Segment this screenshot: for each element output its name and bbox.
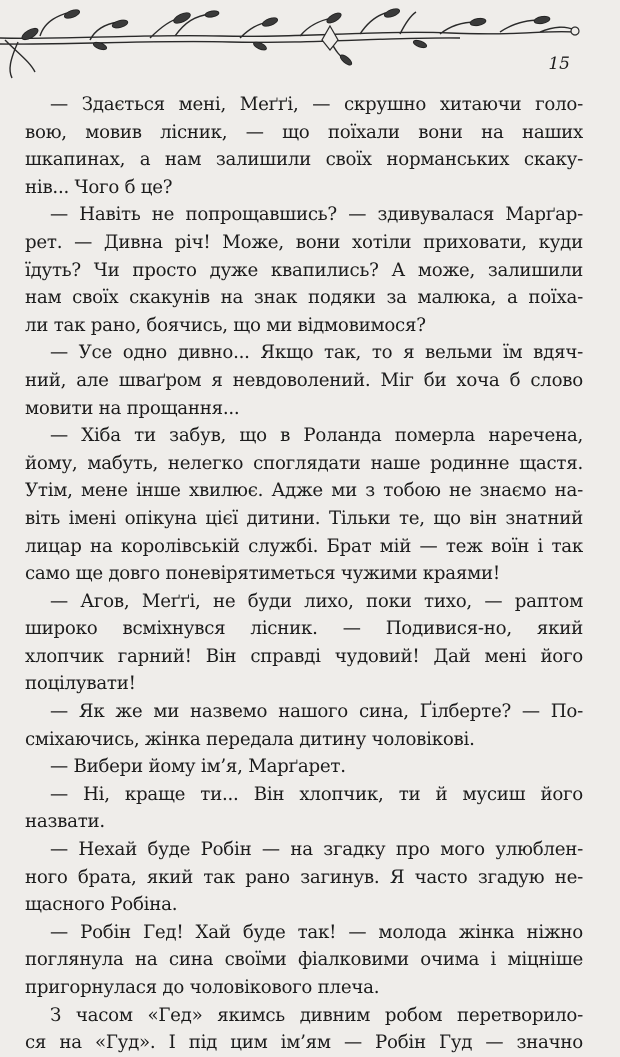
text-line: — Ні, краще ти... Він хлопчик, ти й мусиш його	[50, 783, 583, 805]
text-line: поглянула на сина своїми фіалковими очима і міцніше	[25, 949, 583, 971]
text-line: само ще довго поневірятиметься чужими краями!	[25, 563, 500, 585]
text-line: — Робін Гед! Хай буде так! — молода жінка ніжно	[50, 921, 583, 943]
text-line: вою, мовив лісник, — що поїхали вони на наших	[25, 121, 583, 143]
text-line: — Хіба ти забув, що в Роланда померла наречена,	[50, 425, 583, 447]
floral-header-ornament	[0, 0, 620, 80]
text-line: віть імені опікуна цієї дитини. Тільки те, що він знатний	[25, 507, 583, 529]
page-number: 15	[548, 54, 570, 74]
text-line: хлопчик гарний! Він справді чудовий! Дай мені його	[25, 645, 583, 667]
text-line: лицар на королівській службі. Брат мій — теж воїн і так	[25, 535, 583, 557]
text-line: щасного Робіна.	[25, 894, 178, 916]
text-line: ли так рано, боячись, що ми відмовимося?	[25, 314, 426, 336]
text-line: З часом «Гед» якимсь дивним робом перетворило-	[50, 1004, 583, 1026]
text-line: назвати.	[25, 811, 105, 833]
text-line: мовити на прощання...	[25, 397, 240, 419]
text-line: пригорнулася до чоловікового плеча.	[25, 977, 380, 998]
text-line: — Здається мені, Меґґі, — скрушно хитаючи голо-	[50, 94, 583, 115]
text-line: — Нехай буде Робін — на згадку про мого улюблен-	[50, 839, 583, 861]
text-line: їдуть? Чи просто дуже квапились? А може, залишили	[25, 259, 583, 281]
text-line: широко всміхнувся лісник. — Подивися-но, який	[25, 618, 583, 640]
text-line: сміхаючись, жінка передала дитину чоловікові.	[25, 728, 475, 750]
text-line: — Усе одно дивно... Якщо так, то я вельми їм вдяч-	[50, 342, 583, 364]
text-line: ний, але шваґром я невдоволений. Міг би хоча б слово	[25, 369, 583, 391]
text-line: шкапинах, а нам залишили своїх норманських скаку-	[25, 149, 583, 171]
text-line: йому, мабуть, нелегко споглядати наше родинне щастя.	[25, 452, 583, 474]
text-line: нів... Чого б це?	[25, 176, 173, 198]
text-line: Утім, мене інше хвилює. Адже ми з тобою не знаємо на-	[25, 480, 583, 502]
text-line: ного брата, який так рано загинув. Я часто згадую не-	[25, 866, 583, 888]
text-line: — Як же ми назвемо нашого сина, Ґілберте? — По-	[50, 701, 583, 723]
text-line: рет. — Дивна річ! Може, вони хотіли приховати, куди	[25, 231, 583, 253]
text-line: поцілувати!	[25, 673, 136, 695]
body-text	[25, 91, 583, 1057]
text-line: нам своїх скакунів на знак подяки за малюка, а поїха-	[25, 287, 583, 309]
text-line: — Агов, Меґґі, не буди лихо, поки тихо, — раптом	[50, 590, 583, 612]
text-line: ся на «Гуд». І під цим ім’ям — Робін Гуд — значно	[25, 1032, 583, 1054]
text-line: — Навіть не попрощавшись? — здивувалася Марґар-	[50, 204, 583, 226]
text-line: — Вибери йому ім’я, Марґарет.	[50, 756, 346, 778]
